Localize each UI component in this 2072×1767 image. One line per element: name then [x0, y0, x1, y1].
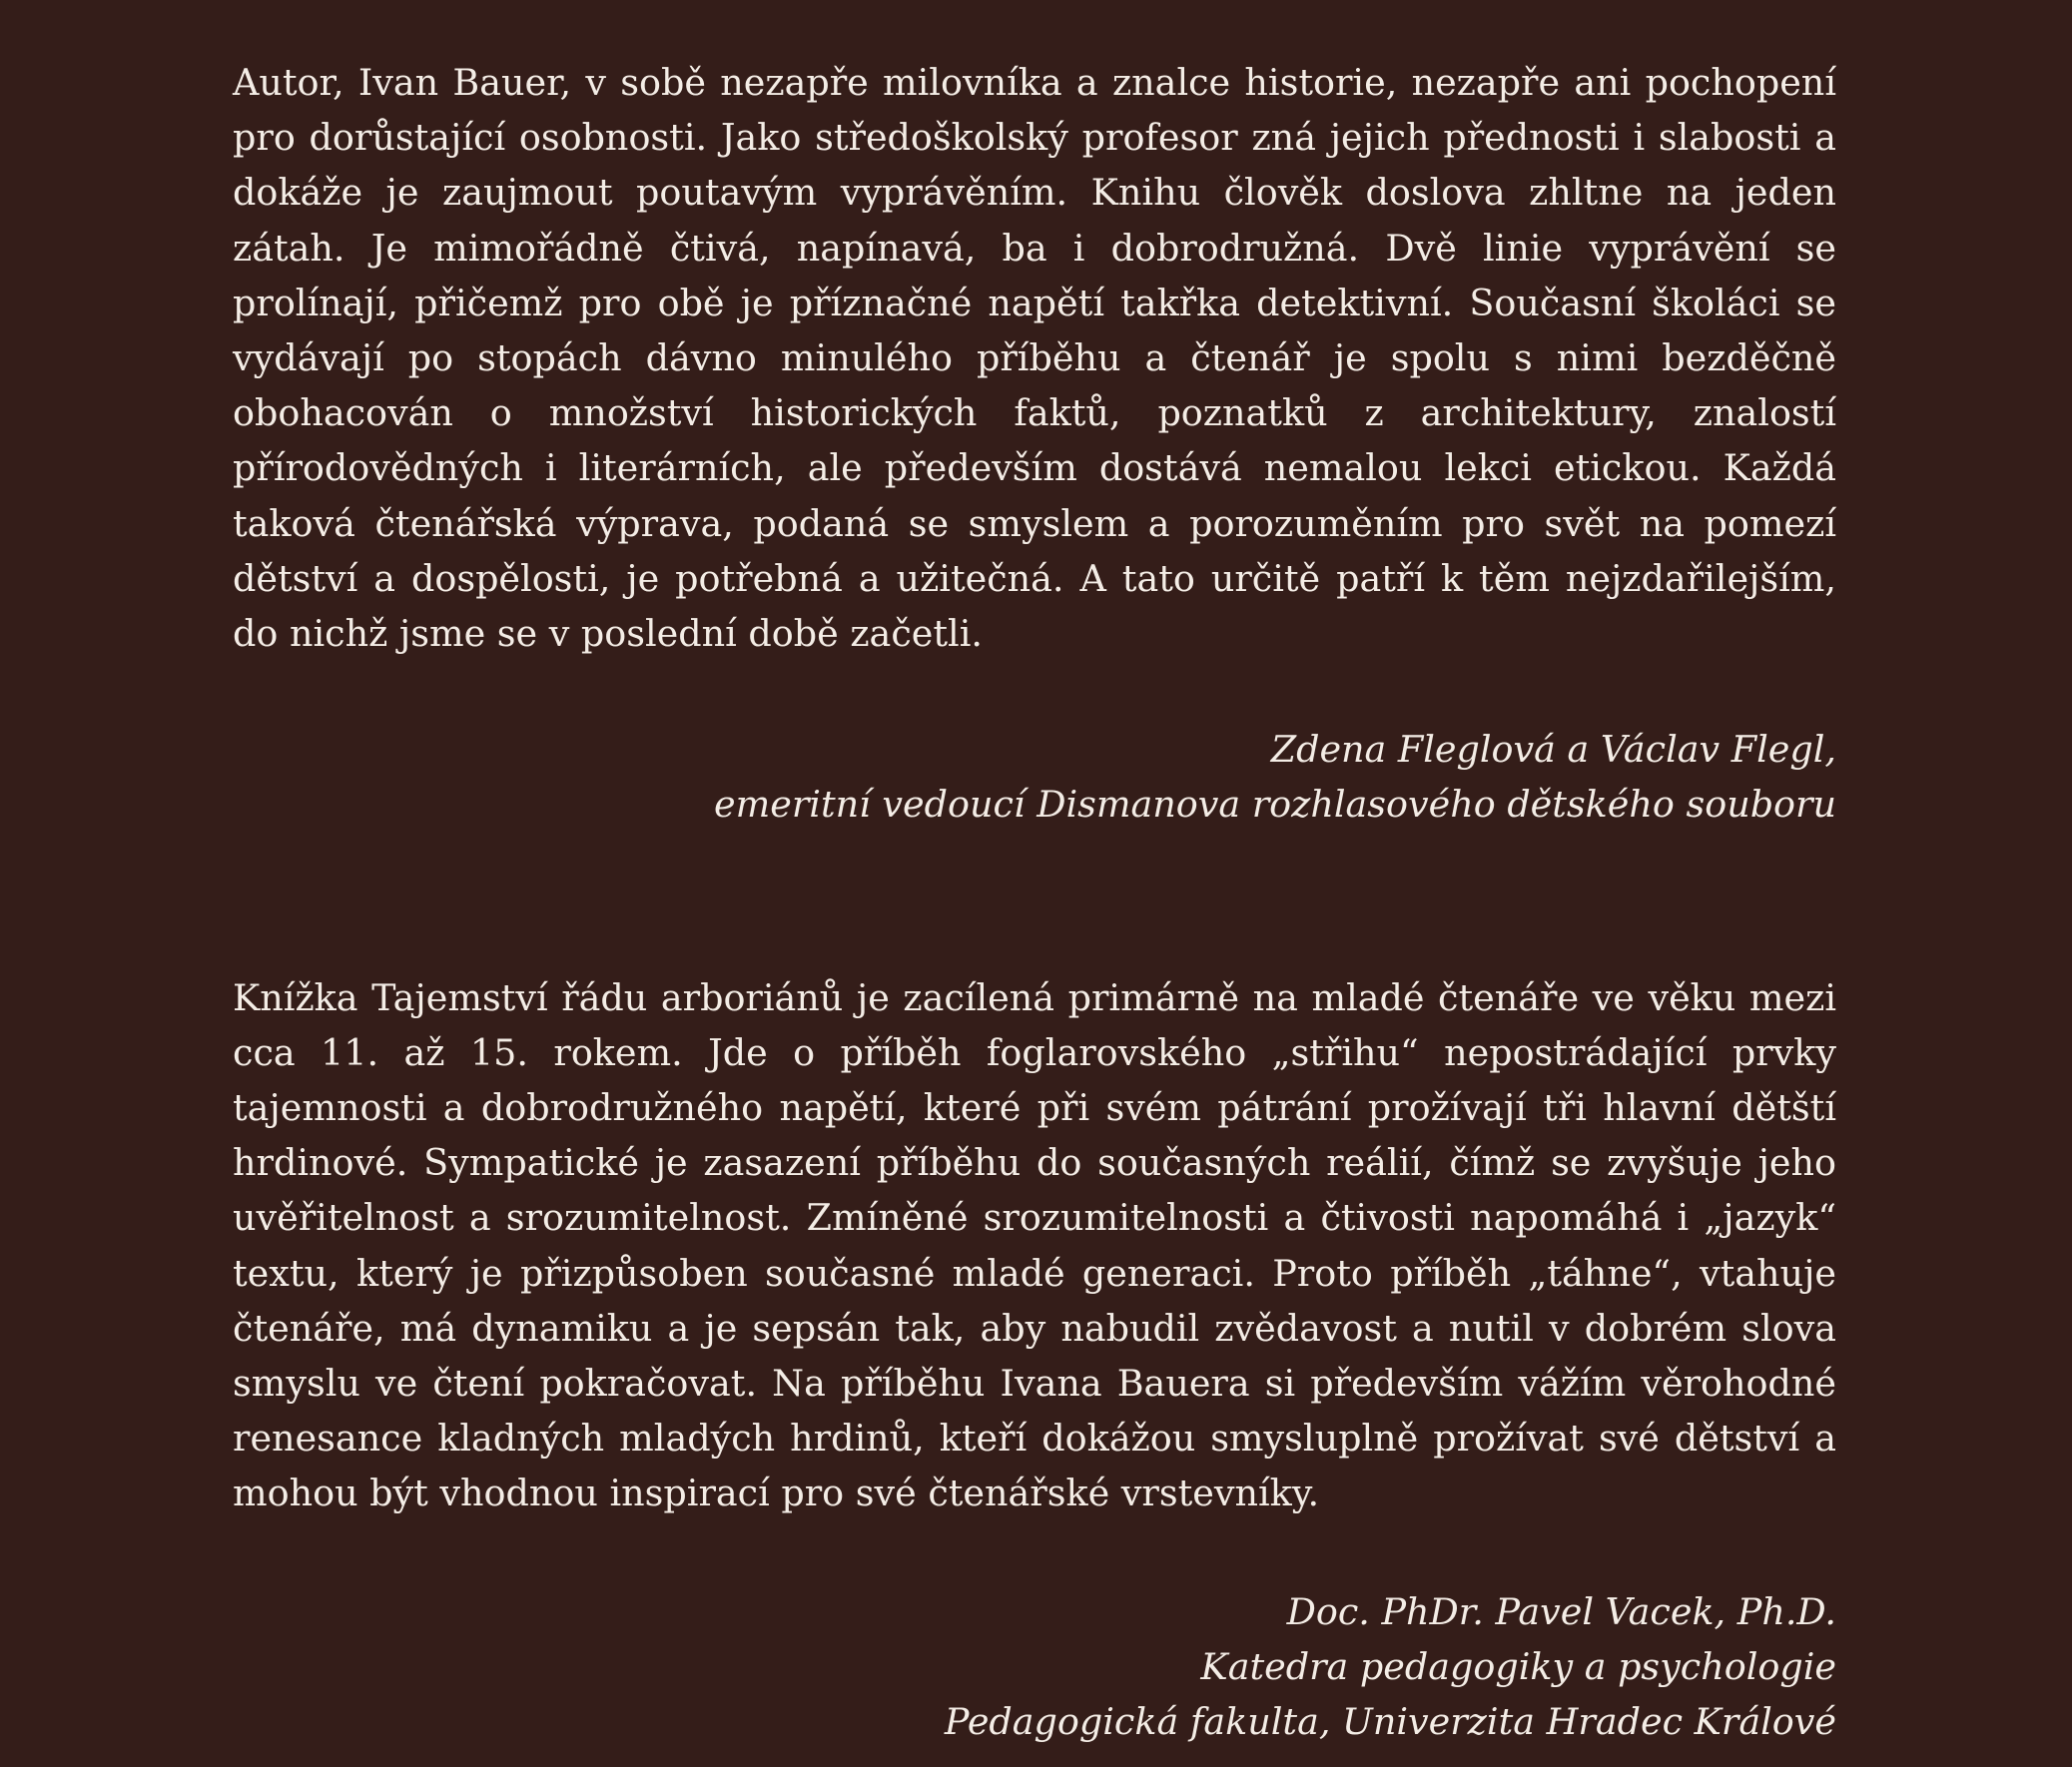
signature-2-institution: Pedagogická fakulta, Univerzita Hradec Králové — [944, 1700, 1836, 1744]
cover-text-block — [233, 55, 1836, 1749]
review-signature-1 — [233, 722, 1836, 832]
review-signature-2 — [233, 1584, 1836, 1750]
review-paragraph-2: Knížka Tajemství řádu arboriánů je zacílená primárně na mladé čtenáře ve věku mezi cca 11. až 15. rokem. Jde o příběh foglarovského „střihu“ nepostrádající prvky tajemnosti a dobrodružného napětí, které při svém pátrání prožívají tři hlavní dětští hrdinové. Sympatické je zasazení příběhu do současných reálií, čímž se zvyšuje jeho uvěřitelnost a srozumitelnost. Zmíněné srozumitelnosti a čtivosti napomáhá i „jazyk“ textu, který je přizpůsoben současné mladé generaci. Proto příběh „táhne“, vtahuje čtenáře, má dynamiku a je sepsán tak, aby nabudil zvědavost a nutil v dobrém slova smyslu ve čtení pokračovat. Na příběhu Ivana Bauera si především vážím věrohodné renesance kladných mladých hrdinů, kteří dokážou smysluplně prožívat své dětství a mohou být vhodnou inspirací pro své čtenářské vrstevníky. — [233, 975, 1836, 1515]
review-paragraph-1: Autor, Ivan Bauer, v sobě nezapře milovníka a znalce historie, nezapře ani pochopení pro dorůstající osobnosti. Jako středoškolský profesor zná jejich přednosti i slabosti a dokáže je zaujmout poutavým vyprávěním. Knihu člověk doslova zhltne na jeden zátah. Je mimořádně čtivá, napínavá, ba i dobrodružná. Dvě linie vyprávění se prolínají, přičemž pro obě je příznačné napětí takřka detektivní. Současní školáci se vydávají po stopách dávno minulého příběhu a čtenář je spolu s nimi bezděčně obohacován o množství historických faktů, poznatků z architektury, znalostí přírodovědných i literárních, ale především dostává nemalou lekci etickou. Každá taková čtenářská výprava, podaná se smyslem a porozuměním pro svět na pomezí dětství a dospělosti, je potřebná a užitečná. A tato určitě patří k těm nejzdařilejším, do nichž jsme se v poslední době začetli. — [233, 61, 1836, 656]
signature-1-author: Zdena Fleglová a Václav Flegl, — [1270, 728, 1836, 772]
signature-2-author: Doc. PhDr. Pavel Vacek, Ph.D. — [1286, 1589, 1836, 1633]
signature-2-department: Katedra pedagogiky a psychologie — [1200, 1644, 1836, 1688]
signature-1-affiliation: emeritní vedoucí Dismanova rozhlasového dětského souboru — [714, 783, 1836, 827]
